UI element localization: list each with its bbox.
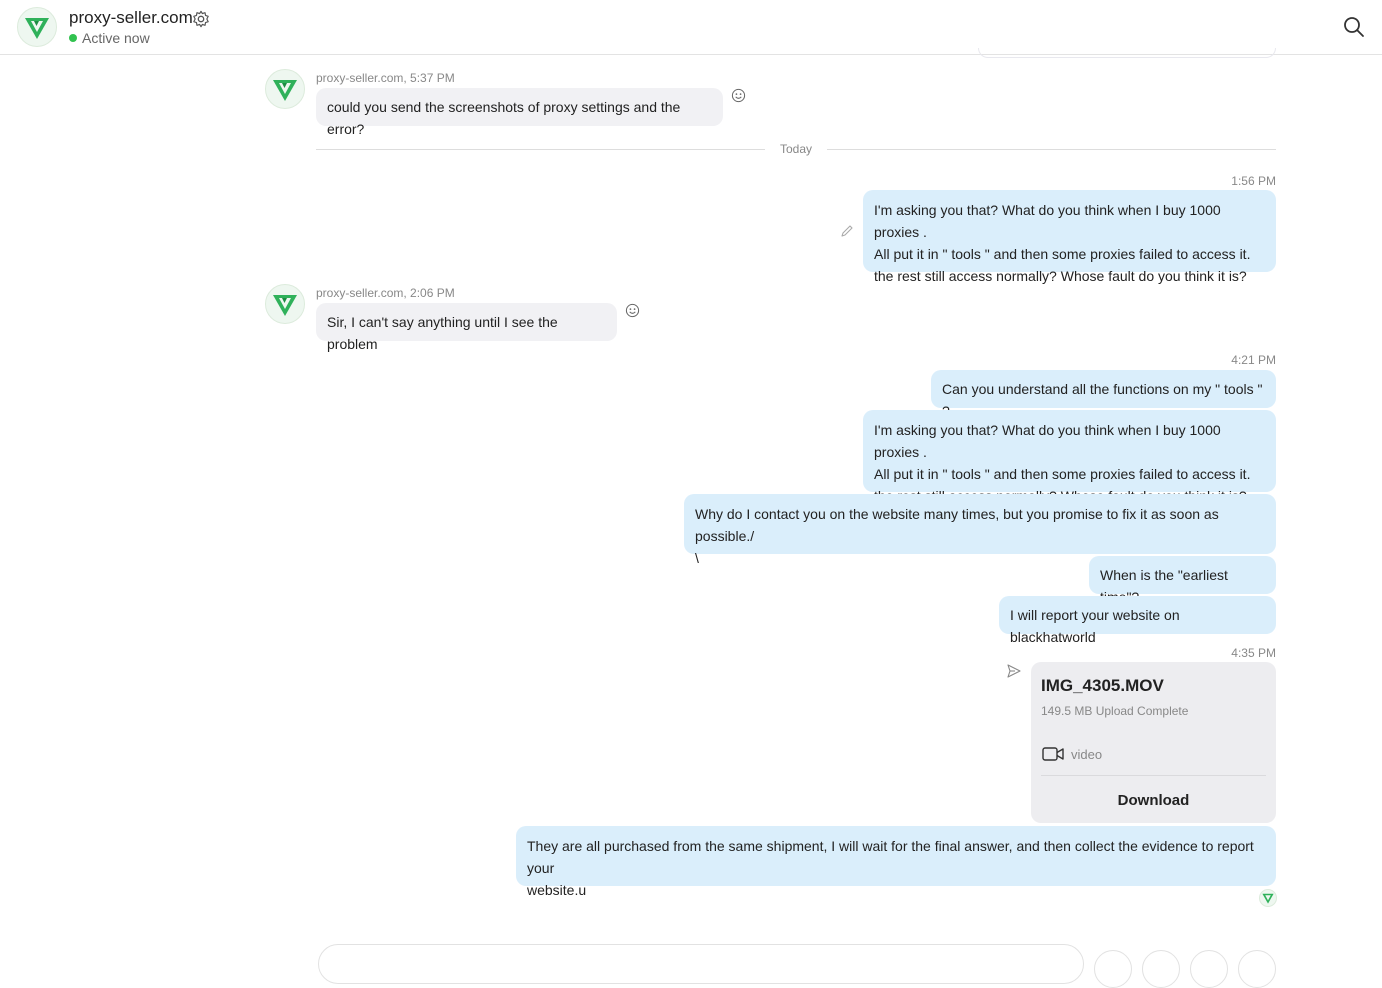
message-sender: proxy-seller.com, 5:37 PM [316,71,455,85]
file-meta: 149.5 MB Upload Complete [1041,704,1189,718]
outgoing-message[interactable] [516,826,1276,898]
search-icon[interactable] [1343,16,1365,38]
message-time: 4:35 PM [1231,646,1276,660]
outgoing-message[interactable] [684,494,1276,566]
file-type: video [1071,747,1103,762]
sender-avatar [265,69,305,109]
outgoing-message[interactable] [931,370,1276,408]
outgoing-message[interactable] [863,190,1276,284]
contact-name[interactable]: proxy-seller.com [69,8,193,27]
message-line: the rest still access normally? Whose fault do you think it is? [874,268,1247,284]
contact-avatar[interactable] [17,7,57,47]
smiley-icon[interactable] [625,303,640,318]
message-text: Sir, I can't say anything until I see the problem [327,314,558,352]
previous-bubble-edge [978,48,1276,58]
read-receipt-avatar [1259,889,1277,907]
sender-avatar [265,284,305,324]
message-text: Can you understand all the functions on my " tools " [942,381,1263,397]
message-line: I'm asking you that? What do you think when I buy 1000 proxies . [874,422,1221,460]
message-line: \ [695,550,699,566]
composer-button[interactable] [1142,950,1180,988]
file-name: IMG_4305.MOV [1041,676,1164,695]
message-line: All put it in " tools " and then some proxies failed to access it. [874,466,1251,482]
proxy-seller-logo-icon [22,12,52,42]
message-text: When is the "earliest [1100,567,1228,583]
message-text: could you send the screenshots of proxy settings and the error? [327,99,681,137]
online-dot [69,34,77,42]
message-line: All put it in " tools " and then some proxies failed to access it. [874,246,1251,262]
message-line: They are all purchased from the same shipment, I will wait for the final answer, and then collect the evidence to report your [527,838,1254,876]
message-time: 4:21 PM [1231,353,1276,367]
pencil-icon[interactable] [839,223,855,239]
message-text: I will report your website on blackhatworld [1010,607,1180,645]
presence-status [69,30,150,46]
divider [1041,775,1266,776]
proxy-seller-logo-icon [270,74,300,104]
outgoing-message[interactable] [1089,556,1276,594]
message-line: I'm asking you that? What do you think when I buy 1000 proxies . [874,202,1221,240]
date-divider-label: Today [765,142,827,156]
incoming-message[interactable] [316,303,617,352]
date-divider-line [316,149,765,150]
message-line: website.u [527,882,587,898]
message-line: Why do I contact you on the website many times, but you promise to fix it as soon as possible./ [695,506,1219,544]
outgoing-message[interactable] [999,596,1276,645]
video-camera-icon [1042,745,1064,763]
message-sender: proxy-seller.com, 2:06 PM [316,286,455,300]
download-button[interactable]: Download [1117,792,1190,809]
message-time: 1:56 PM [1231,174,1276,188]
date-divider-line [827,149,1276,150]
chat-header [0,0,1382,55]
incoming-message[interactable] [316,88,723,137]
proxy-seller-logo-icon [270,289,300,319]
composer-button[interactable] [1094,950,1132,988]
gear-icon[interactable] [192,10,210,28]
composer-button[interactable] [1238,950,1276,988]
proxy-seller-logo-icon [1261,891,1275,905]
outgoing-message[interactable] [863,410,1276,492]
composer-button[interactable] [1190,950,1228,988]
send-icon [1006,663,1022,679]
message-input[interactable] [318,944,1084,984]
smiley-icon[interactable] [731,88,746,103]
presence-label: Active now [82,30,150,46]
file-attachment-card[interactable] [1031,662,1276,823]
